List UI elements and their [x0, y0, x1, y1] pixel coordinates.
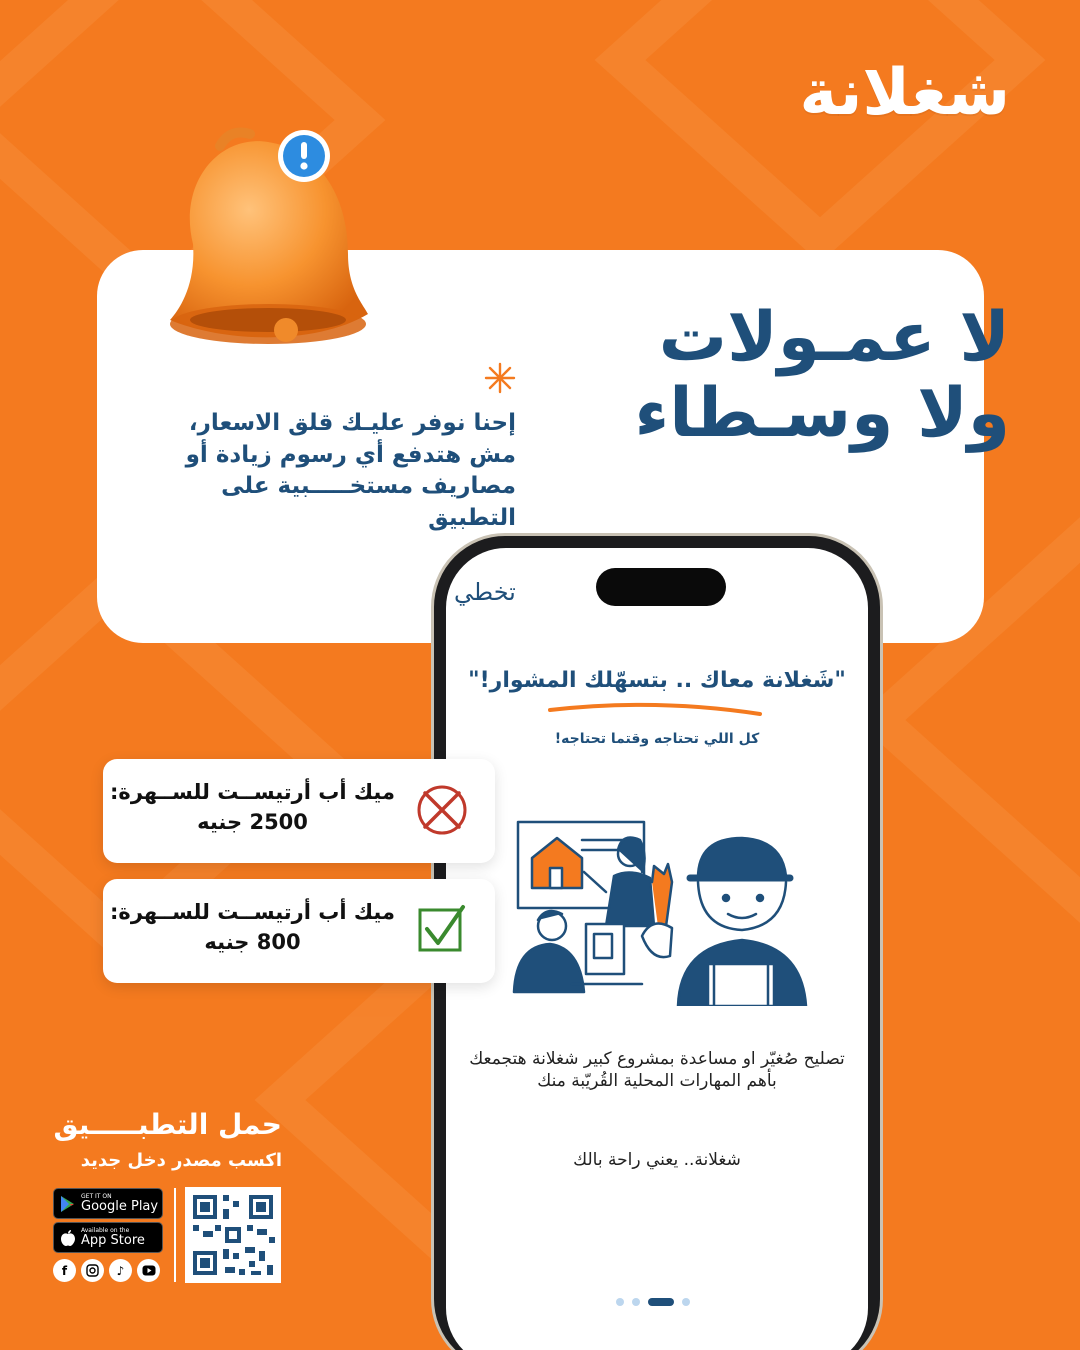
facebook-icon[interactable]: f	[53, 1259, 76, 1282]
google-play-icon	[60, 1195, 76, 1213]
qr-code[interactable]	[185, 1187, 281, 1283]
instagram-icon[interactable]	[81, 1259, 104, 1282]
price-text	[110, 897, 395, 958]
title-underline	[546, 698, 766, 722]
google-play-small: GET IT ON	[81, 1192, 112, 1200]
price-label: ميك أب أرتيســت للســهرة:	[110, 780, 395, 804]
app-store-small: Available on the	[81, 1226, 130, 1234]
onboarding-description: تصليح صُغيّر او مساعدة بمشروع كبير شغلانة هتجمعك بأهم المهارات المحلية القُريّبة منك	[469, 1049, 845, 1092]
onboarding-tagline: شغلانة.. يعني راحة بالك	[573, 1150, 741, 1170]
price-text	[110, 777, 395, 838]
divider	[174, 1188, 176, 1282]
download-title: حمل التطبـــــيق	[53, 1108, 282, 1141]
headline-line-2: ولا وسـطاء	[634, 374, 1010, 454]
app-store-label: App Store	[81, 1232, 145, 1248]
page-dot-active[interactable]	[648, 1298, 674, 1306]
sparkle-icon	[484, 362, 516, 394]
phone-screen	[446, 548, 868, 1350]
price-amount: 2500 جنيه	[197, 810, 308, 835]
workers-illustration	[502, 816, 824, 1006]
youtube-icon[interactable]	[137, 1259, 160, 1282]
onboarding-subtitle: كل اللي تحتاجه وقتما تحتاجه!	[554, 731, 760, 747]
download-subtitle: اكسب مصدر دخل جديد	[80, 1150, 282, 1171]
tiktok-icon[interactable]: ♪	[109, 1259, 132, 1282]
page-dot[interactable]	[632, 1298, 640, 1306]
pagination-dots	[616, 1298, 690, 1306]
price-amount: 800 جنيه	[204, 930, 301, 955]
apple-icon	[60, 1229, 76, 1247]
hero-body: إحنا نوفر عليـك قلق الاسعار، مش هتدفع أي رسوم زيادة أو مصاريف مستخـــــبية على التطبيق	[185, 410, 516, 532]
social-links	[53, 1259, 160, 1282]
app-store-button[interactable]	[53, 1222, 163, 1253]
price-card-rejected	[103, 759, 495, 863]
skip-button[interactable]: تخطي	[454, 578, 516, 606]
page-dot[interactable]	[682, 1298, 690, 1306]
headline-line-1: لا عمـولات	[658, 298, 1010, 377]
cross-icon	[415, 783, 469, 837]
onboarding-title: "شَغلانة معاك .. بتسهّلك المشوار!"	[468, 668, 846, 693]
page-dot[interactable]	[616, 1298, 624, 1306]
headline	[635, 300, 1011, 452]
bell-icon	[158, 124, 374, 354]
google-play-button[interactable]	[53, 1188, 163, 1219]
dynamic-island	[596, 568, 726, 606]
price-card-accepted	[103, 879, 495, 983]
brand-logo: شغلانة	[799, 56, 1010, 130]
google-play-label: Google Play	[81, 1198, 159, 1214]
check-icon	[415, 903, 469, 957]
price-label: ميك أب أرتيســت للســهرة:	[110, 900, 395, 924]
